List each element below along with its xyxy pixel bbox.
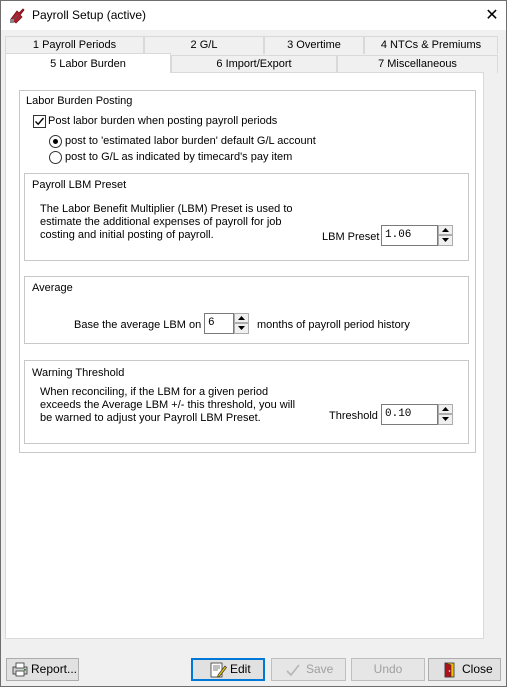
edit-icon: [210, 662, 227, 685]
tab-label: 7 Miscellaneous: [378, 58, 457, 70]
spin-up-icon[interactable]: [438, 404, 453, 414]
spin-up-icon[interactable]: [438, 225, 453, 235]
report-icon: [12, 662, 28, 684]
average-suffix-label: months of payroll period history: [257, 319, 410, 331]
lbm-preset-label: LBM Preset: [322, 231, 380, 243]
close-button[interactable]: [428, 658, 501, 681]
tab-overtime[interactable]: [264, 36, 364, 54]
radio-estimated-labor-burden[interactable]: [49, 135, 62, 148]
tab-ntcs-premiums[interactable]: [364, 36, 498, 54]
threshold-spinner[interactable]: [438, 404, 453, 425]
lbm-preset-input[interactable]: 1.06: [381, 225, 438, 246]
close-button-label: Close: [462, 662, 493, 676]
post-labor-burden-label: Post labor burden when posting payroll periods: [48, 115, 278, 127]
close-door-icon: [443, 662, 457, 685]
tab-payroll-periods[interactable]: [5, 36, 144, 54]
tab-label: 5 Labor Burden: [50, 58, 126, 70]
threshold-input[interactable]: 0.10: [381, 404, 438, 425]
app-icon: [9, 7, 26, 24]
save-check-icon: [286, 663, 300, 684]
tab-label: 4 NTCs & Premiums: [380, 39, 482, 51]
warning-threshold-title: Warning Threshold: [32, 367, 125, 379]
report-button-label: Report...: [31, 662, 78, 676]
undo-button-label: Undo: [373, 662, 403, 676]
average-months-spinner[interactable]: [234, 313, 249, 334]
warning-threshold-description: When reconciling, if the LBM for a given period exceeds the Average LBM +/- this threshold, you will be warned to adjust your Payroll LBM Preset.: [40, 386, 296, 424]
post-labor-burden-checkbox[interactable]: [33, 115, 46, 128]
edit-button-label: Edit: [230, 662, 251, 676]
tab-label: 2 G/L: [190, 39, 218, 51]
tab-miscellaneous[interactable]: [337, 55, 498, 73]
radio-estimated-label: post to 'estimated labor burden' default G/L account: [65, 135, 316, 147]
average-title: Average: [32, 282, 73, 294]
radio-timecard-label: post to G/L as indicated by timecard's pay item: [65, 151, 293, 163]
spin-down-icon[interactable]: [438, 414, 453, 425]
radio-timecard-pay-item[interactable]: [49, 151, 62, 164]
save-button-label: Save: [306, 662, 334, 676]
edit-button[interactable]: [191, 658, 265, 681]
tab-label: 6 Import/Export: [216, 58, 292, 70]
report-button[interactable]: [6, 658, 79, 681]
tab-gl[interactable]: [144, 36, 264, 54]
spin-down-icon[interactable]: [234, 323, 249, 334]
tab-label: 3 Overtime: [287, 39, 341, 51]
tab-import-export[interactable]: [171, 55, 337, 73]
average-prefix-label: Base the average LBM on: [74, 319, 202, 331]
spin-up-icon[interactable]: [234, 313, 249, 323]
lbm-preset-spinner[interactable]: [438, 225, 453, 246]
average-months-input[interactable]: 6: [204, 313, 234, 334]
window-title: Payroll Setup (active): [32, 8, 147, 22]
labor-burden-posting-title: Labor Burden Posting: [26, 95, 133, 107]
lbm-preset-description: The Labor Benefit Multiplier (LBM) Preset is used to estimate the additional expenses of payroll for job costing and initial posting of payroll.: [40, 203, 293, 241]
title-bar: [0, 0, 507, 31]
save-button[interactable]: [271, 658, 346, 681]
tab-panel: [5, 72, 484, 639]
threshold-label: Threshold: [329, 410, 378, 422]
tab-label: 1 Payroll Periods: [32, 39, 117, 51]
tab-labor-burden[interactable]: [5, 53, 171, 73]
close-window-icon[interactable]: ✕: [485, 7, 499, 24]
undo-button[interactable]: [351, 658, 425, 681]
spin-down-icon[interactable]: [438, 235, 453, 246]
lbm-preset-title: Payroll LBM Preset: [32, 179, 127, 191]
